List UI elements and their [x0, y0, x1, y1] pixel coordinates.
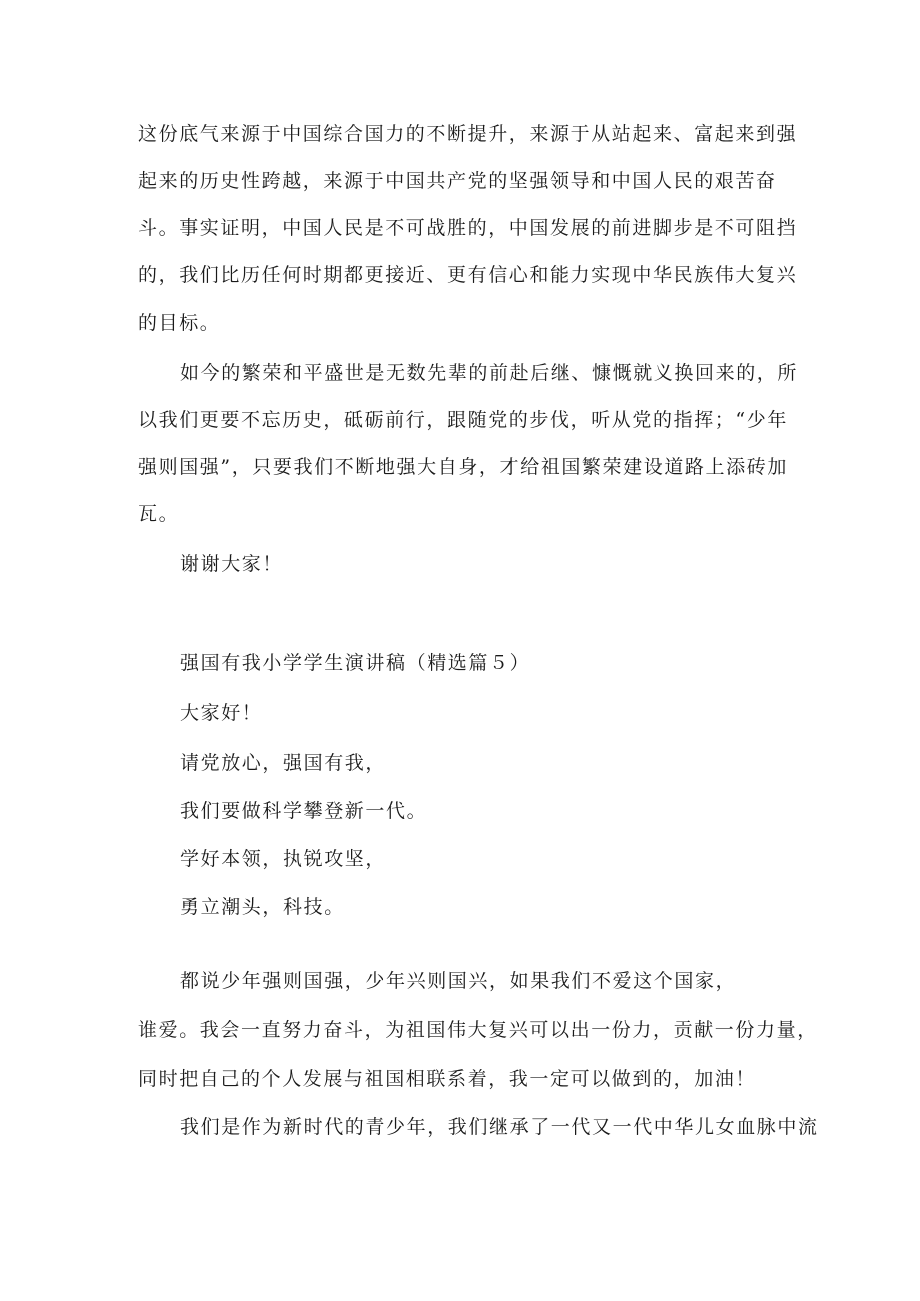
verse-line-4: 勇立潮头，科技。 [180, 896, 345, 918]
verse-line-3: 学好本领，执锐攻坚， [180, 848, 387, 870]
closing-thanks: 谢谢大家！ [180, 553, 284, 575]
paragraph-2-line-3: 强则国强”，只要我们不断地强大自身，才给祖国繁荣建设道路上添砖加 [138, 456, 788, 478]
paragraph-1-line-4: 的，我们比历任何时期都更接近、更有信心和能力实现中华民族伟大复兴 [138, 264, 798, 286]
paragraph-2-line-2: 以我们更要不忘历史，砥砺前行，跟随党的步伐，听从党的指挥；“少年 [138, 409, 788, 431]
section-title: 强国有我小学学生演讲稿（精选篇５） [180, 652, 531, 674]
paragraph-2-line-1: 如今的繁荣和平盛世是无数先辈的前赴后继、慷慨就义换回来的，所 [180, 362, 799, 384]
paragraph-1-line-3: 斗。事实证明，中国人民是不可战胜的，中国发展的前进脚步是不可阻挡 [138, 217, 798, 239]
paragraph-1-line-5: 的目标。 [138, 312, 221, 334]
paragraph-1-line-1: 这份底气来源于中国综合国力的不断提升，来源于从站起来、富起来到强 [138, 123, 798, 145]
paragraph-1-line-2: 起来的历史性跨越，来源于中国共产党的坚强领导和中国人民的艰苦奋 [138, 170, 777, 192]
paragraph-3-line-1: 都说少年强则国强，少年兴则国兴，如果我们不爱这个国家， [180, 970, 737, 992]
greeting: 大家好！ [180, 702, 263, 724]
verse-line-2: 我们要做科学攀登新一代。 [180, 800, 428, 822]
paragraph-3-line-2: 谁爱。我会一直努力奋斗，为祖国伟大复兴可以出一份力，贡献一份力量， [138, 1019, 818, 1041]
paragraph-4-line-1: 我们是作为新时代的青少年，我们继承了一代又一代中华儿女血脉中流 [180, 1116, 819, 1138]
paragraph-3-line-3: 同时把自己的个人发展与祖国相联系着，我一定可以做到的，加油！ [138, 1068, 757, 1090]
paragraph-2-line-4: 瓦。 [138, 503, 180, 525]
verse-line-1: 请党放心，强国有我， [180, 752, 387, 774]
